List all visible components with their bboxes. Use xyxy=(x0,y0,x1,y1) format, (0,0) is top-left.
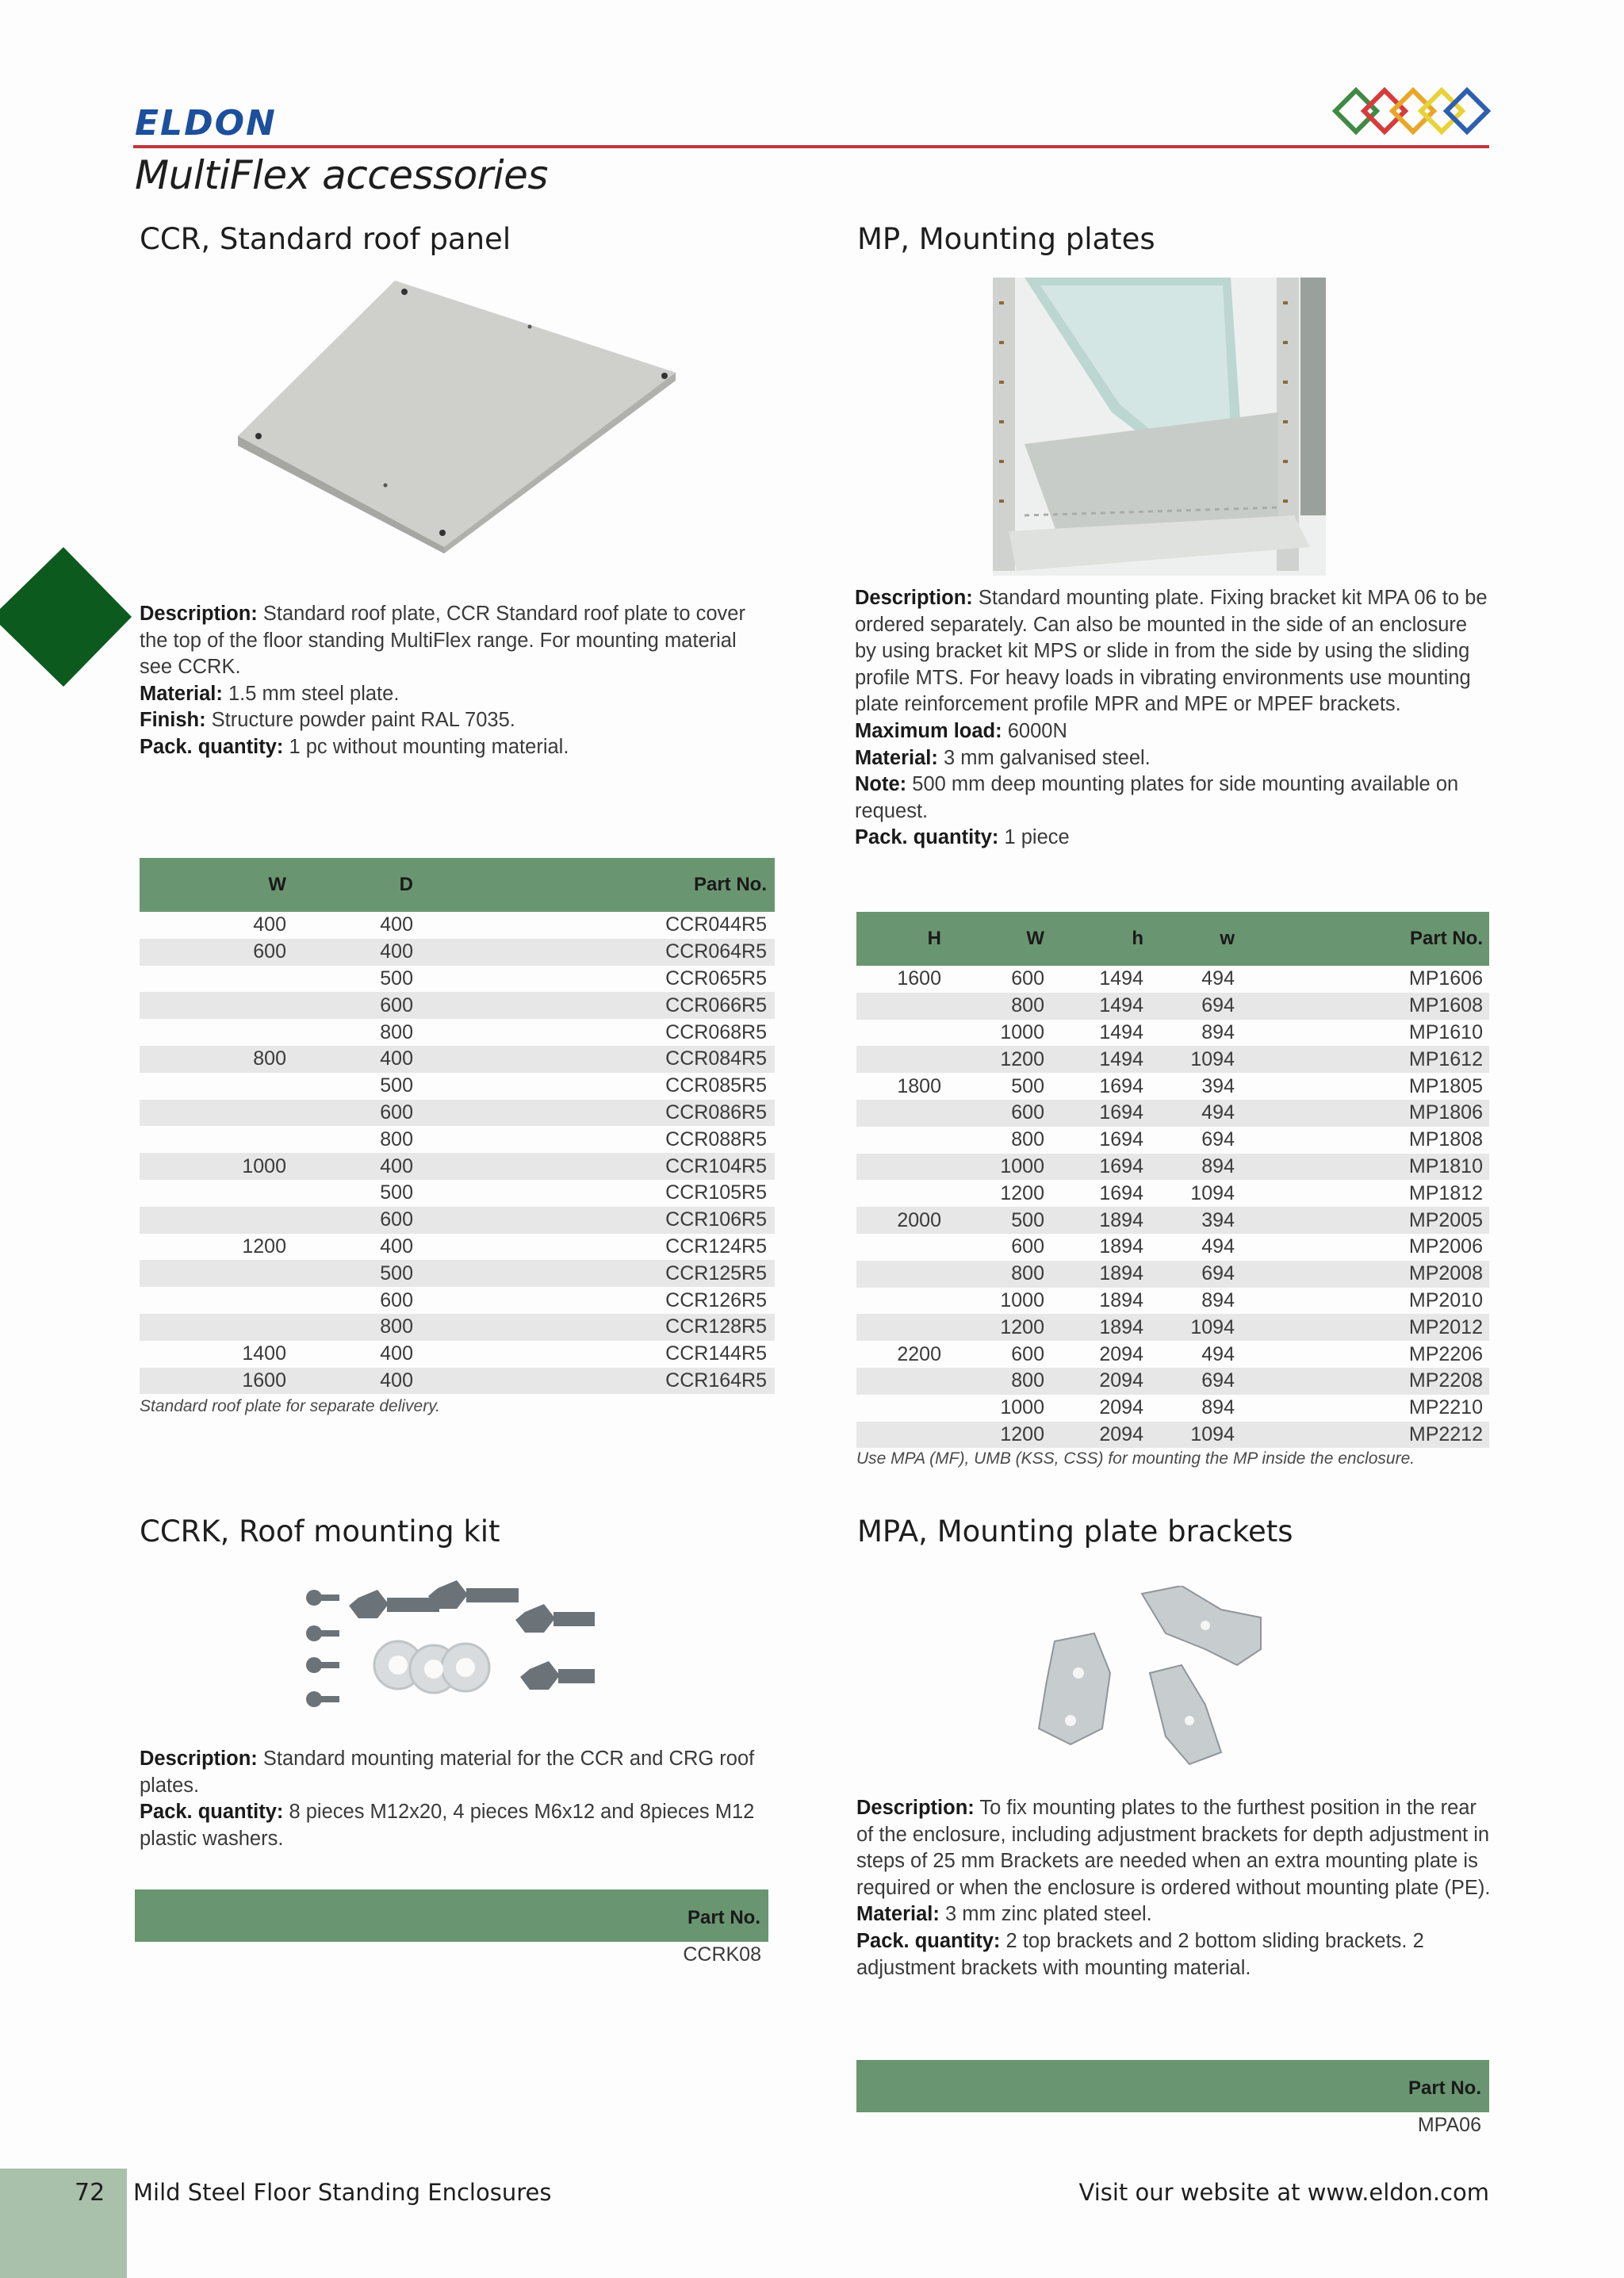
table-row xyxy=(856,1180,1489,1207)
table-row xyxy=(140,1019,775,1046)
table-cell: CCR125R5 xyxy=(451,1260,775,1287)
table-cell: CCR106R5 xyxy=(451,1207,775,1234)
diamonds-emblem-icon xyxy=(1332,86,1491,136)
table-cell xyxy=(140,1019,293,1046)
table-cell: 500 xyxy=(948,1207,1051,1234)
table-row xyxy=(856,1154,1489,1181)
footer-page-tab xyxy=(0,2169,127,2278)
table-row xyxy=(856,1395,1489,1422)
mpa-title: MPA, Mounting plate brackets xyxy=(857,1514,1293,1549)
table-row xyxy=(140,1100,775,1127)
ccr-header-cell: D xyxy=(293,858,451,912)
table-cell xyxy=(140,992,293,1019)
table-cell xyxy=(140,1100,293,1127)
table-cell: 2094 xyxy=(1099,1396,1143,1419)
table-cell: CCR044R5 xyxy=(665,913,767,936)
table-cell: 400 xyxy=(253,913,286,936)
table-cell: MP2212 xyxy=(1249,1422,1489,1449)
table-cell: 2094 xyxy=(1099,1342,1143,1365)
table-cell xyxy=(856,1154,948,1181)
table-cell: 1094 xyxy=(1150,1314,1249,1341)
table-cell xyxy=(856,1422,948,1449)
table-cell: 894 xyxy=(1201,1396,1235,1419)
table-row xyxy=(140,1287,775,1314)
table-cell: 1894 xyxy=(1051,1207,1150,1234)
ccr-title: CCR, Standard roof panel xyxy=(140,222,511,256)
table-cell: 1894 xyxy=(1051,1314,1150,1341)
table-cell: 800 xyxy=(948,1261,1051,1288)
table-cell: 1000 xyxy=(948,1154,1051,1181)
ccrk-description-block: Description: Standard mounting material for the CCR and CRG roof plates. Pack. quantity: 8 pieces M12x20, 4 pieces M6x12 and 8pieces M12 plastic washers. xyxy=(140,1748,755,1850)
table-cell: 1800 xyxy=(897,1074,941,1097)
table-cell: 600 xyxy=(380,1288,413,1311)
table-row xyxy=(140,939,775,966)
table-row xyxy=(856,1341,1489,1368)
table-cell: 494 xyxy=(1150,1100,1249,1127)
table-cell: CCR126R5 xyxy=(665,1288,767,1311)
table-cell: 600 xyxy=(293,992,451,1019)
table-cell: 1494 xyxy=(1051,993,1150,1020)
table-row xyxy=(140,1046,775,1073)
ccr-parts-table xyxy=(140,858,775,1394)
table-cell: 800 xyxy=(948,993,1051,1020)
table-cell xyxy=(856,1288,948,1315)
table-cell: 1000 xyxy=(1000,1288,1044,1311)
table-cell: 694 xyxy=(1150,1368,1249,1395)
table-cell: MP1810 xyxy=(1249,1154,1489,1181)
table-row xyxy=(140,1260,775,1287)
table-cell: 400 xyxy=(380,1235,413,1258)
table-row xyxy=(140,1126,775,1153)
table-cell: CCR088R5 xyxy=(665,1128,767,1150)
ccr-table-note: Standard roof plate for separate delivery. xyxy=(140,1397,440,1415)
table-cell: 1200 xyxy=(948,1314,1051,1341)
table-cell: CCR086R5 xyxy=(451,1100,775,1127)
table-cell xyxy=(856,1100,948,1127)
table-cell: 894 xyxy=(1150,1154,1249,1181)
table-cell: 600 xyxy=(948,1100,1051,1127)
table-cell xyxy=(140,1073,293,1100)
mounting-plate-image xyxy=(993,278,1326,576)
mp-header-cell: w xyxy=(1150,912,1249,966)
table-cell: 1000 xyxy=(140,1153,293,1180)
table-row xyxy=(856,1422,1489,1449)
table-cell: MP1606 xyxy=(1408,967,1483,990)
mpa-table-header xyxy=(856,2060,1489,2112)
table-cell xyxy=(140,1180,293,1207)
table-cell: 2094 xyxy=(1051,1368,1150,1395)
table-cell: 400 xyxy=(293,939,451,966)
table-cell: CCR084R5 xyxy=(451,1046,775,1073)
ccr-description-block: Description: Standard roof plate, CCR Standard roof plate to cover the top of the floor standing MultiFlex range. For mounting material see CCRK. Material: 1.5 mm steel plate. Finish: Structure powder paint RAL 7035. Pack. quantity: 1 pc without mounting material. xyxy=(140,603,745,758)
table-cell: MP2210 xyxy=(1408,1396,1483,1419)
table-row xyxy=(140,966,775,993)
table-cell: 600 xyxy=(1011,1235,1044,1258)
table-cell: MP2005 xyxy=(1249,1207,1489,1234)
table-cell: CCR068R5 xyxy=(665,1020,767,1043)
table-cell: 1400 xyxy=(242,1342,286,1365)
table-cell: 494 xyxy=(1201,1342,1235,1365)
table-cell: MP2010 xyxy=(1408,1288,1483,1311)
table-cell: MP1806 xyxy=(1249,1100,1489,1127)
table-cell: 500 xyxy=(380,1074,413,1097)
table-cell: MP2008 xyxy=(1249,1261,1489,1288)
table-cell: 1694 xyxy=(1099,1074,1143,1097)
table-cell xyxy=(140,1207,293,1234)
table-cell: 1494 xyxy=(1099,967,1143,990)
table-cell: CCR105R5 xyxy=(665,1181,767,1204)
table-row xyxy=(140,1207,775,1234)
ccrk-title: CCRK, Roof mounting kit xyxy=(140,1514,500,1549)
table-row xyxy=(140,1341,775,1368)
table-cell: CCR065R5 xyxy=(665,967,767,990)
ccrk-table-header xyxy=(135,1889,768,1942)
table-cell: 1094 xyxy=(1150,1422,1249,1449)
table-cell: 2094 xyxy=(1051,1422,1150,1449)
table-cell: 1494 xyxy=(1099,1020,1143,1043)
table-cell: CCR085R5 xyxy=(665,1074,767,1097)
table-cell: 600 xyxy=(293,1207,451,1234)
table-cell: MP2012 xyxy=(1249,1314,1489,1341)
section-marker-diamond-icon xyxy=(0,547,132,687)
table-cell: 894 xyxy=(1201,1020,1235,1043)
table-cell: CCR144R5 xyxy=(665,1342,767,1365)
table-row xyxy=(856,1207,1489,1234)
table-cell: 800 xyxy=(380,1128,413,1150)
table-row xyxy=(856,1100,1489,1127)
table-cell: 1000 xyxy=(1000,1396,1044,1419)
table-cell: 1600 xyxy=(897,967,941,990)
table-row xyxy=(856,1020,1489,1047)
table-cell: 1694 xyxy=(1099,1128,1143,1151)
mp-description-block: Description: Standard mounting plate. Fixing bracket kit MPA 06 to be ordered separately. Can also be mounted in the side of an enclosure by using bracket kit MPS or slide in from the side by using the sliding profile MTS. For heavy loads in vibrating environments use mounting plate reinforcement profile MPR and MPE or MPEF brackets. Maximum load: 6000N Material: 3 mm galvanised steel. Note: 500 mm deep mounting plates for side mounting available on request. Pack. quantity: 1 piece xyxy=(855,587,1488,849)
table-cell xyxy=(140,966,293,993)
table-cell: 1200 xyxy=(948,1422,1051,1449)
table-cell: 1200 xyxy=(948,1046,1051,1073)
table-row xyxy=(856,1046,1489,1073)
table-cell: 2200 xyxy=(897,1342,941,1365)
table-cell: 1094 xyxy=(1150,1046,1249,1073)
table-cell: 1200 xyxy=(242,1235,286,1258)
table-cell: MP1610 xyxy=(1408,1020,1483,1043)
table-cell: CCR128R5 xyxy=(451,1314,775,1341)
table-cell: 1894 xyxy=(1051,1261,1150,1288)
table-cell xyxy=(856,993,948,1020)
table-cell: 500 xyxy=(380,1181,413,1204)
table-cell: 400 xyxy=(293,1046,451,1073)
svg-text:ELDON: ELDON xyxy=(135,103,277,143)
table-cell: 1494 xyxy=(1051,1046,1150,1073)
table-cell: 1694 xyxy=(1051,1100,1150,1127)
table-row xyxy=(856,1073,1489,1100)
table-cell: 694 xyxy=(1150,993,1249,1020)
table-row xyxy=(140,912,775,939)
table-cell: CCR164R5 xyxy=(451,1368,775,1395)
table-cell: 600 xyxy=(1011,967,1044,990)
mounting-brackets-image xyxy=(1023,1586,1293,1768)
table-cell xyxy=(856,1368,948,1395)
mpa-part-number: MPA06 xyxy=(1417,2114,1481,2136)
table-cell: MP1812 xyxy=(1408,1181,1483,1204)
table-cell: MP1808 xyxy=(1408,1128,1483,1151)
table-cell xyxy=(140,1287,293,1314)
table-cell: 894 xyxy=(1201,1288,1235,1311)
mp-header-cell: H xyxy=(856,912,948,966)
table-cell: 1694 xyxy=(1051,1154,1150,1181)
mounting-kit-image xyxy=(295,1574,596,1717)
mpa-part-no-header: Part No. xyxy=(1408,2077,1481,2099)
mp-header-cell: h xyxy=(1051,912,1150,966)
table-cell xyxy=(856,1020,948,1047)
table-cell: 1894 xyxy=(1099,1235,1143,1258)
table-cell: 400 xyxy=(293,1153,451,1180)
table-cell xyxy=(856,1127,948,1154)
table-cell: 1094 xyxy=(1190,1181,1235,1204)
footer-section-name: Mild Steel Floor Standing Enclosures xyxy=(133,2179,552,2206)
table-row xyxy=(856,1314,1489,1341)
table-row xyxy=(856,1234,1489,1261)
mp-header-cell: Part No. xyxy=(1249,912,1489,966)
table-cell xyxy=(856,1314,948,1341)
table-cell: CCR064R5 xyxy=(451,939,775,966)
table-cell: 400 xyxy=(293,1368,451,1395)
table-cell xyxy=(856,1180,948,1207)
table-cell: 1000 xyxy=(1000,1020,1044,1043)
table-row xyxy=(856,966,1489,993)
table-cell xyxy=(140,1260,293,1287)
table-row xyxy=(140,1368,775,1395)
eldon-logo xyxy=(133,103,292,143)
table-cell: 600 xyxy=(1011,1342,1044,1365)
page-number: 72 xyxy=(75,2179,105,2207)
ccr-header-cell: W xyxy=(140,858,293,912)
table-cell: MP2006 xyxy=(1408,1235,1483,1258)
table-cell: 394 xyxy=(1201,1074,1235,1097)
mp-parts-table xyxy=(856,912,1489,1448)
table-cell xyxy=(856,1234,948,1261)
table-row xyxy=(140,1314,775,1341)
table-cell: 500 xyxy=(1011,1074,1044,1097)
table-cell: 2000 xyxy=(856,1207,948,1234)
table-cell: 394 xyxy=(1150,1207,1249,1234)
table-cell: 600 xyxy=(293,1100,451,1127)
table-cell: 1200 xyxy=(1000,1181,1044,1204)
table-row xyxy=(140,1180,775,1207)
mp-title: MP, Mounting plates xyxy=(857,222,1155,256)
table-cell: 400 xyxy=(380,1342,413,1365)
table-cell: 800 xyxy=(1011,1128,1044,1151)
table-cell: 400 xyxy=(380,913,413,936)
table-cell xyxy=(140,1314,293,1341)
table-cell: 1694 xyxy=(1099,1181,1143,1204)
table-cell: MP2206 xyxy=(1408,1342,1483,1365)
table-cell: 800 xyxy=(140,1046,293,1073)
table-cell: CCR104R5 xyxy=(451,1153,775,1180)
footer-website-link[interactable]: Visit our website at www.eldon.com xyxy=(1078,2179,1489,2206)
mp-header-cell: W xyxy=(948,912,1051,966)
table-cell: 800 xyxy=(380,1020,413,1043)
mpa-description-block: Description: To fix mounting plates to the furthest position in the rear of the enclosure, including adjustment brackets for depth adjustment in steps of 25 mm Brackets are needed when an extra mounting plate is required or when the enclosure is ordered without mounting plate (PE). Material: 3 mm zinc plated steel. Pack. quantity: 2 top brackets and 2 bottom sliding brackets. 2 adjustment brackets with mounting material. xyxy=(856,1797,1491,1979)
table-cell: 800 xyxy=(948,1368,1051,1395)
table-cell: CCR124R5 xyxy=(665,1235,767,1258)
table-row xyxy=(140,1234,775,1261)
table-cell: 800 xyxy=(293,1314,451,1341)
table-cell: 694 xyxy=(1201,1128,1235,1151)
table-cell xyxy=(856,1395,948,1422)
table-cell xyxy=(856,1046,948,1073)
table-cell: 694 xyxy=(1150,1261,1249,1288)
roof-panel-image xyxy=(230,278,682,555)
table-row xyxy=(856,1288,1489,1315)
table-row xyxy=(140,992,775,1019)
table-cell: MP2208 xyxy=(1249,1368,1489,1395)
header-rule xyxy=(133,145,1489,148)
table-cell: 500 xyxy=(380,967,413,990)
table-cell: 1600 xyxy=(140,1368,293,1395)
table-row xyxy=(856,1127,1489,1154)
mp-table-note: Use MPA (MF), UMB (KSS, CSS) for mounting the MP inside the enclosure. xyxy=(856,1449,1415,1468)
ccrk-part-number: CCRK08 xyxy=(683,1943,761,1966)
table-cell: MP1608 xyxy=(1249,993,1489,1020)
table-cell: 600 xyxy=(140,939,293,966)
table-row xyxy=(140,1073,775,1100)
table-cell: 1894 xyxy=(1099,1288,1143,1311)
table-row xyxy=(856,993,1489,1020)
ccr-header-cell: Part No. xyxy=(451,858,775,912)
table-cell: MP1612 xyxy=(1249,1046,1489,1073)
table-cell: CCR066R5 xyxy=(451,992,775,1019)
page-title: MultiFlex accessories xyxy=(135,152,548,198)
ccrk-part-no-header: Part No. xyxy=(687,1907,760,1928)
table-row xyxy=(856,1261,1489,1288)
table-cell: 494 xyxy=(1201,967,1235,990)
table-cell: MP1805 xyxy=(1408,1074,1483,1097)
table-row xyxy=(140,1153,775,1180)
table-cell xyxy=(856,1261,948,1288)
table-cell xyxy=(140,1126,293,1153)
table-row xyxy=(856,1368,1489,1395)
table-cell: 494 xyxy=(1201,1235,1235,1258)
table-cell: 500 xyxy=(293,1260,451,1287)
